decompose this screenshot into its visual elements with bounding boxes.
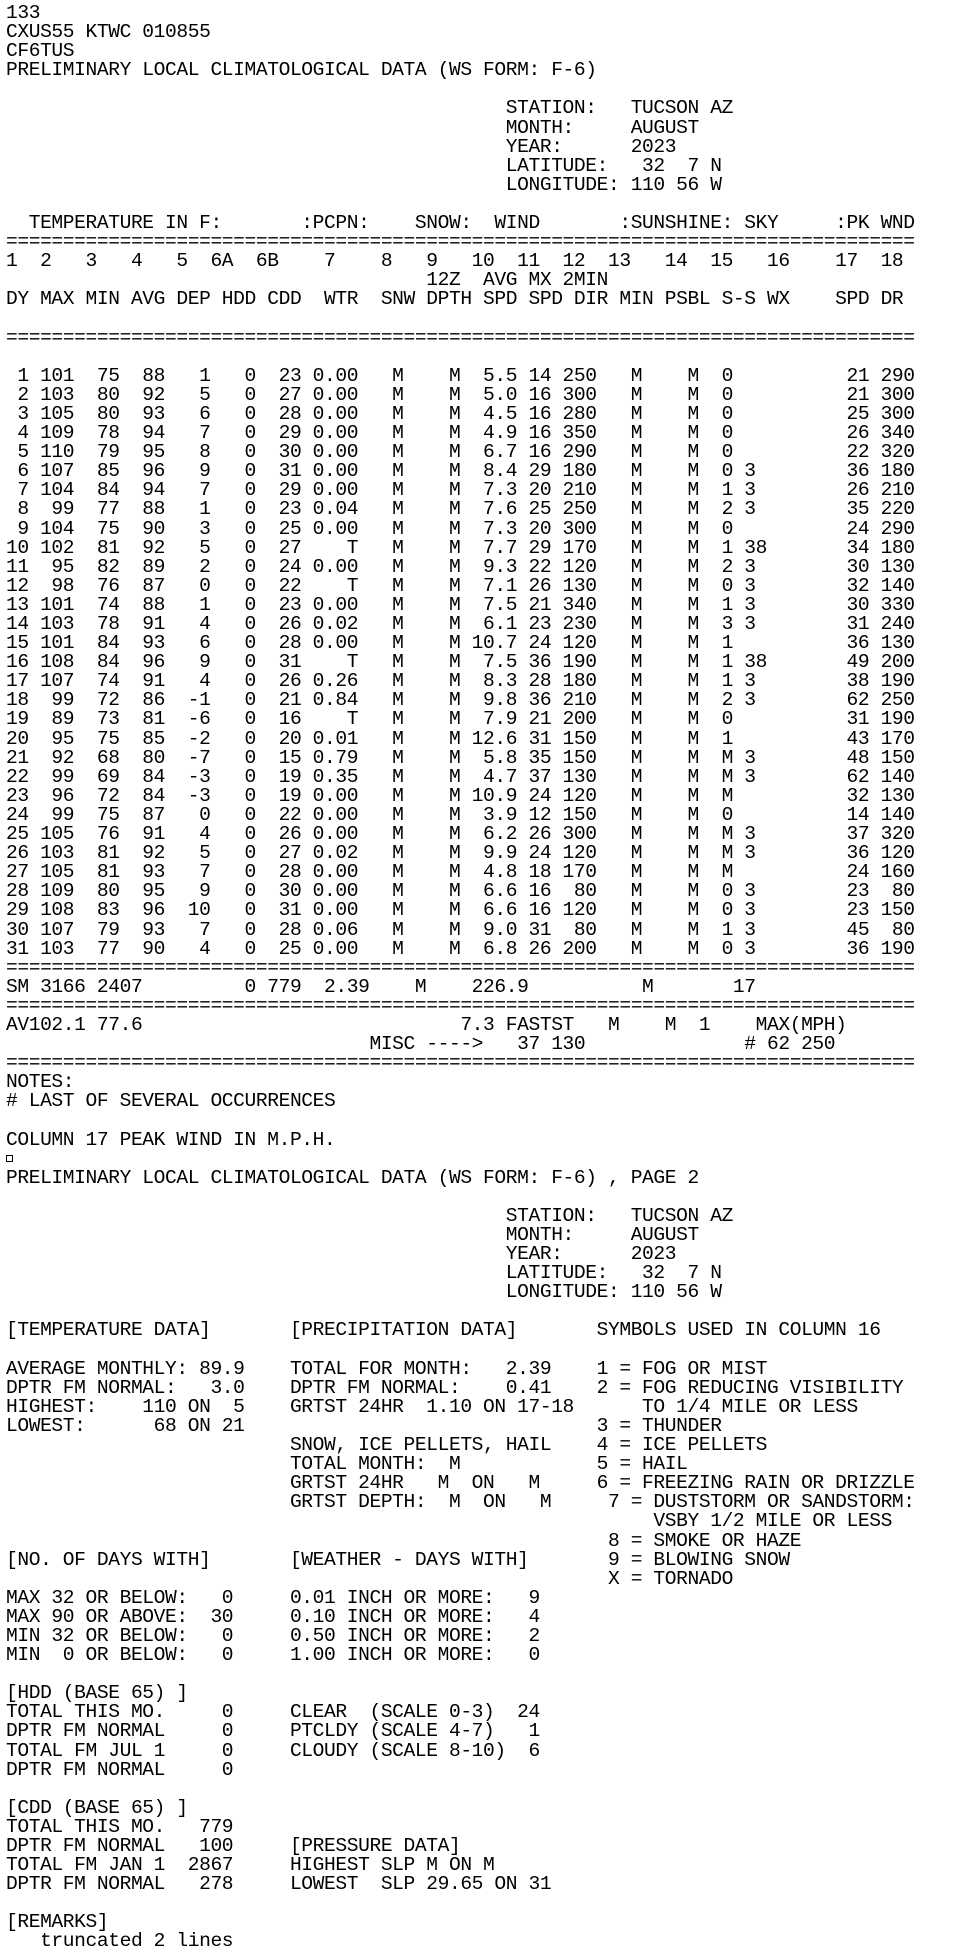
page-break-marker: [6, 1150, 915, 1169]
report-header-line: 133: [6, 2, 41, 24]
page2-line: [TEMPERATURE DATA] [PRECIPITATION DATA] SYMBOLS USED IN COLUMN 16: [6, 1319, 881, 1342]
page2-line: YEAR: 2023: [6, 1243, 677, 1266]
report-header-line: CF6TUS: [6, 40, 75, 63]
daily-data-row: 17 107 74 91 4 0 26 0.26 M M 8.3 28 180 M M 1 3 38 190: [6, 670, 915, 693]
report-header-line: YEAR: 2023: [6, 135, 677, 158]
daily-data-row: 10 102 81 92 5 0 27 T M M 7.7 29 170 M M 1 38 34 180: [6, 536, 915, 559]
page2-line: DPTR FM NORMAL 100 [PRESSURE DATA]: [6, 1835, 461, 1857]
daily-data-row: 24 99 75 87 0 0 22 0.00 M M 3.9 12 150 M M 0 14 140: [6, 803, 915, 826]
daily-data-row: 22 99 69 84 -3 0 19 0.35 M M 4.7 37 130 M M M 3 62 140: [6, 765, 915, 788]
page2-line: DPTR FM NORMAL 278 LOWEST SLP 29.65 ON 31: [6, 1873, 552, 1896]
page2-line: MIN 0 OR BELOW: 0 1.00 INCH OR MORE: 0: [6, 1644, 540, 1667]
daily-data-row: 12 98 76 87 0 0 22 T M M 7.1 26 130 M M 0 3 32 140: [6, 574, 915, 597]
page2-line: TOTAL THIS MO. 779: [6, 1815, 234, 1838]
daily-data-row: 9 104 75 90 3 0 25 0.00 M M 7.3 20 300 M M 0 24 290: [6, 517, 915, 540]
daily-data-row: 11 95 82 89 2 0 24 0.00 M M 9.3 22 120 M M 2 3 30 130: [6, 555, 915, 578]
page2-line: MONTH: AUGUST: [6, 1224, 699, 1246]
page2-line: LONGITUDE: 110 56 W: [6, 1281, 722, 1304]
daily-data-row: 8 99 77 88 1 0 23 0.04 M M 7.6 25 250 M M 2 3 35 220: [6, 498, 915, 521]
page2-line: TOTAL FM JUL 1 0 CLOUDY (SCALE 8-10) 6: [6, 1739, 540, 1762]
daily-data-row: 7 104 84 94 7 0 29 0.00 M M 7.3 20 210 M M 1 3 26 210: [6, 479, 915, 502]
daily-data-row: 26 103 81 92 5 0 27 0.02 M M 9.9 24 120 M M M 3 36 120: [6, 842, 915, 865]
page2-line: [NO. OF DAYS WITH] [WEATHER - DAYS WITH] 9 = BLOWING SNOW: [6, 1548, 790, 1571]
daily-data-row: 15 101 84 93 6 0 28 0.00 M M 10.7 24 120 M M 1 36 130: [6, 632, 915, 655]
summary-line: ================================================================================: [6, 956, 915, 979]
page2-line: GRTST DEPTH: M ON M 7 = DUSTSTORM OR SANDSTORM:: [6, 1491, 915, 1514]
report-header-line: MONTH: AUGUST: [6, 116, 699, 139]
page2-line: HIGHEST: 110 ON 5 GRTST 24HR 1.10 ON 17-18 TO 1/4 MILE OR LESS: [6, 1395, 858, 1418]
table-header-line: ================================================================================: [6, 326, 915, 349]
daily-data-row: 3 105 80 93 6 0 28 0.00 M M 4.5 16 280 M M 0 25 300: [6, 402, 915, 425]
page2-line: X = TORNADO: [6, 1567, 733, 1590]
daily-data-row: 4 109 78 94 7 0 29 0.00 M M 4.9 16 350 M M 0 26 340: [6, 422, 915, 445]
summary-line: [6, 1111, 915, 1130]
daily-data-row: 28 109 80 95 9 0 30 0.00 M M 6.6 16 80 M M 0 3 23 80: [6, 880, 915, 903]
page2-line: [REMARKS]: [6, 1911, 109, 1934]
page2-line: DPTR FM NORMAL 0: [6, 1758, 234, 1781]
daily-data-row: 27 105 81 93 7 0 28 0.00 M M 4.8 18 170 M M M 24 160: [6, 861, 915, 884]
page2-line: AVERAGE MONTHLY: 89.9 TOTAL FOR MONTH: 2.39 1 = FOG OR MIST: [6, 1357, 767, 1380]
page2-line: [HDD (BASE 65) ]: [6, 1682, 188, 1705]
daily-data-row: 14 103 78 91 4 0 26 0.02 M M 6.1 23 230 M M 3 3 31 240: [6, 613, 915, 635]
table-header-line: [6, 310, 915, 329]
page2-line: TOTAL THIS MO. 0 CLEAR (SCALE 0-3) 24: [6, 1701, 540, 1724]
page2-title: PRELIMINARY LOCAL CLIMATOLOGICAL DATA (WS FORM: F-6) , PAGE 2: [6, 1166, 699, 1189]
daily-data-row: 20 95 75 85 -2 0 20 0.01 M M 12.6 31 150 M M 1 43 170: [6, 727, 915, 750]
summary-line: # LAST OF SEVERAL OCCURRENCES: [6, 1090, 336, 1113]
page2-line: MIN 32 OR BELOW: 0 0.50 INCH OR MORE: 2: [6, 1624, 540, 1647]
page2-line: [6, 1780, 915, 1799]
daily-data-row: 29 108 83 96 10 0 31 0.00 M M 6.6 16 120 M M 0 3 23 150: [6, 899, 915, 922]
page2-line: MAX 90 OR ABOVE: 30 0.10 INCH OR MORE: 4: [6, 1605, 540, 1628]
page2-line: GRTST 24HR M ON M 6 = FREEZING RAIN OR DRIZZLE: [6, 1472, 915, 1495]
page2-line: SNOW, ICE PELLETS, HAIL 4 = ICE PELLETS: [6, 1434, 767, 1457]
page2-line: 8 = SMOKE OR HAZE: [6, 1529, 802, 1552]
climate-report-text: [6, 4, 915, 1952]
report-header-line: CXUS55 KTWC 010855: [6, 21, 211, 44]
report-header-line: LONGITUDE: 110 56 W: [6, 173, 722, 196]
page2-line: [6, 1341, 915, 1360]
page2-line: VSBY 1/2 MILE OR LESS: [6, 1510, 892, 1533]
table-header-line: ================================================================================: [6, 231, 915, 254]
page2-line: [CDD (BASE 65) ]: [6, 1796, 188, 1819]
daily-data-row: 23 96 72 84 -3 0 19 0.00 M M 10.9 24 120 M M M 32 130: [6, 784, 915, 807]
table-header-line: TEMPERATURE IN F: :PCPN: SNOW: WIND :SUNSHINE: SKY :PK WND: [6, 212, 915, 235]
page2-line: STATION: TUCSON AZ: [6, 1204, 733, 1227]
summary-line: ================================================================================: [6, 994, 915, 1017]
page2-line: TOTAL MONTH: M 5 = HAIL: [6, 1453, 688, 1476]
daily-data-row: 2 103 80 92 5 0 27 0.00 M M 5.0 16 300 M M 0 21 300: [6, 383, 915, 406]
summary-line: AV102.1 77.6 7.3 FASTST M M 1 MAX(MPH): [6, 1013, 847, 1036]
summary-line: SM 3166 2407 0 779 2.39 M 226.9 M 17: [6, 975, 756, 998]
page2-line: [6, 1894, 915, 1913]
report-header-line: STATION: TUCSON AZ: [6, 97, 733, 120]
page2-line: LATITUDE: 32 7 N: [6, 1262, 722, 1285]
daily-data-row: 18 99 72 86 -1 0 21 0.84 M M 9.8 36 210 M M 2 3 62 250: [6, 689, 915, 712]
summary-line: COLUMN 17 PEAK WIND IN M.P.H.: [6, 1128, 336, 1151]
page2-line: LOWEST: 68 ON 21 3 = THUNDER: [6, 1414, 722, 1437]
summary-line: ================================================================================: [6, 1052, 915, 1075]
page2-line: DPTR FM NORMAL 0 PTCLDY (SCALE 4-7) 1: [6, 1720, 540, 1743]
daily-data-row: 1 101 75 88 1 0 23 0.00 M M 5.5 14 250 M M 0 21 290: [6, 364, 915, 387]
daily-data-row: 31 103 77 90 4 0 25 0.00 M M 6.8 26 200 M M 0 3 36 190: [6, 937, 915, 960]
daily-data-row: 6 107 85 96 9 0 31 0.00 M M 8.4 29 180 M M 0 3 36 180: [6, 460, 915, 483]
daily-data-row: 25 105 76 91 4 0 26 0.00 M M 6.2 26 300 M M M 3 37 320: [6, 823, 915, 846]
table-header-line: [6, 348, 915, 367]
page2-line: TOTAL FM JAN 1 2867 HIGHEST SLP M ON M: [6, 1854, 495, 1877]
daily-data-row: 19 89 73 81 -6 0 16 T M M 7.9 21 200 M M 0 31 190: [6, 708, 915, 731]
daily-data-row: 13 101 74 88 1 0 23 0.00 M M 7.5 21 340 M M 1 3 30 330: [6, 593, 915, 616]
page2-line: MAX 32 OR BELOW: 0 0.01 INCH OR MORE: 9: [6, 1586, 540, 1609]
table-header-line: 12Z AVG MX 2MIN: [6, 269, 608, 292]
daily-data-row: 21 92 68 80 -7 0 15 0.79 M M 5.8 35 150 M M M 3 48 150: [6, 746, 915, 769]
daily-data-row: 30 107 79 93 7 0 28 0.06 M M 9.0 31 80 M M 1 3 45 80: [6, 918, 915, 941]
page2-line: DPTR FM NORMAL: 3.0 DPTR FM NORMAL: 0.41 2 = FOG REDUCING VISIBILITY: [6, 1376, 904, 1399]
daily-data-row: 16 108 84 96 9 0 31 T M M 7.5 36 190 M M 1 38 49 200: [6, 651, 915, 674]
report-header-line: PRELIMINARY LOCAL CLIMATOLOGICAL DATA (WS FORM: F-6): [6, 59, 597, 82]
form-feed-icon: [6, 1155, 13, 1162]
table-header-line: 1 2 3 4 5 6A 6B 7 8 9 10 11 12 13 14 15 16 17 18: [6, 250, 904, 273]
summary-line: MISC ----> 37 130 # 62 250: [6, 1033, 836, 1056]
page2-line: truncated 2 lines: [6, 1930, 234, 1952]
summary-line: NOTES:: [6, 1071, 75, 1094]
table-header-line: DY MAX MIN AVG DEP HDD CDD WTR SNW DPTH SPD SPD DIR MIN PSBL S-S WX SPD DR: [6, 288, 904, 311]
report-header-line: LATITUDE: 32 7 N: [6, 154, 722, 177]
daily-data-row: 5 110 79 95 8 0 30 0.00 M M 6.7 16 290 M M 0 22 320: [6, 441, 915, 464]
